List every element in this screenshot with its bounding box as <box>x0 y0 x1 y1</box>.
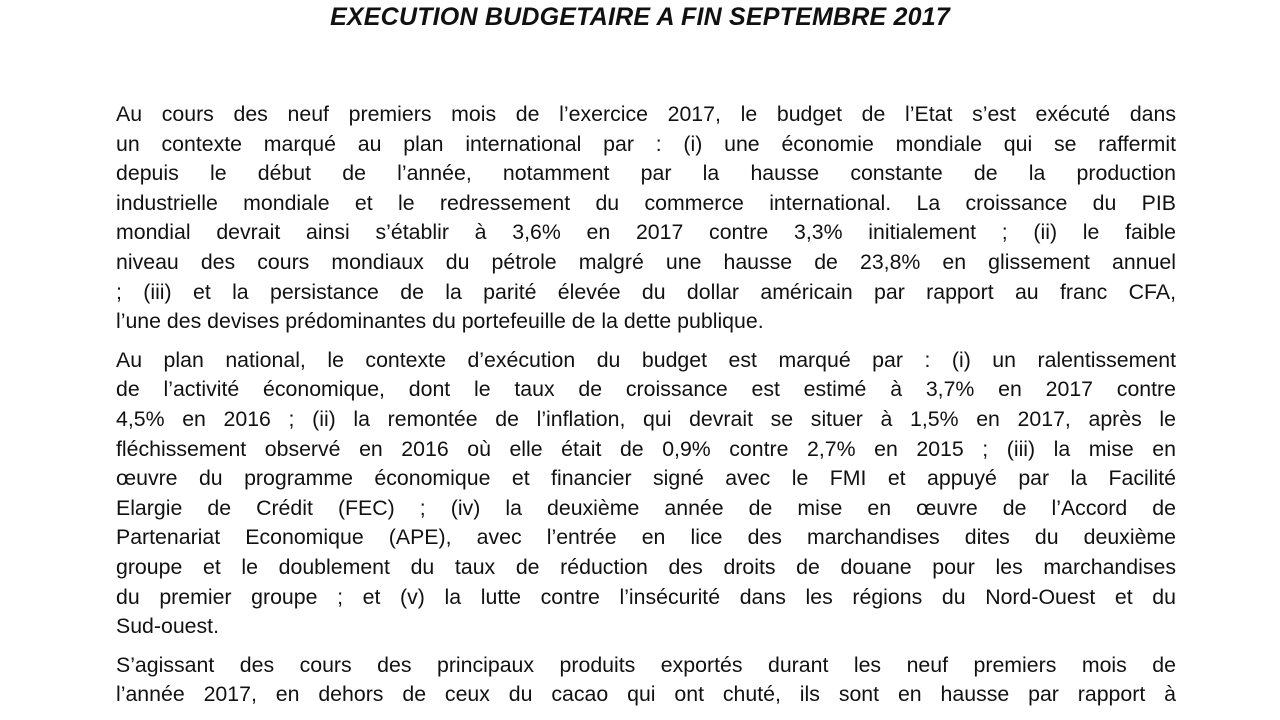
text-line: du premier groupe ; et (v) la lutte contre l’insécurité dans les régions du Nord-Ouest et du <box>116 584 1176 609</box>
text-line: fléchissement observé en 2016 où elle était de 0,9% contre 2,7% en 2015 ; (iii) la mise en <box>116 436 1176 461</box>
document-body <box>116 100 1176 719</box>
text-line: un contexte marqué au plan international par : (i) une économie mondiale qui se raffermit <box>116 131 1176 156</box>
text-line: Au plan national, le contexte d’exécution du budget est marqué par : (i) un ralentissement <box>116 347 1176 372</box>
text-line: de l’activité économique, dont le taux de croissance est estimé à 3,7% en 2017 contre <box>116 377 1176 402</box>
text-line: niveau des cours mondiaux du pétrole malgré une hausse de 23,8% en glissement annuel <box>116 249 1176 274</box>
text-line: l’une des devises prédominantes du portefeuille de la dette publique. <box>116 309 764 334</box>
text-line: S’agissant des cours des principaux produits exportés durant les neuf premiers mois de <box>116 652 1176 677</box>
text-line: mondial devrait ainsi s’établir à 3,6% en 2017 contre 3,3% initialement ; (ii) le faible <box>116 220 1176 245</box>
text-line: groupe et le doublement du taux de réduction des droits de douane pour les marchandises <box>116 554 1176 579</box>
paragraph-national-context <box>116 346 1176 642</box>
text-line: industrielle mondiale et le redressement du commerce international. La croissance du PIB <box>116 190 1176 215</box>
text-line: Au cours des neuf premiers mois de l’exercice 2017, le budget de l’Etat s’est exécuté dans <box>116 102 1176 126</box>
text-line: 4,5% en 2016 ; (ii) la remontée de l’inflation, qui devrait se situer à 1,5% en 2017, après le <box>116 406 1176 431</box>
paragraph-international-context <box>116 100 1176 337</box>
text-line: ; (iii) et la persistance de la parité élevée du dollar américain par rapport au franc CFA, <box>116 279 1176 304</box>
text-line: œuvre du programme économique et financier signé avec le FMI et appuyé par la Facilité <box>116 466 1176 491</box>
paragraph-export-prices <box>116 651 1176 710</box>
text-line: Elargie de Crédit (FEC) ; (iv) la deuxième année de mise en œuvre de l’Accord de <box>116 495 1176 520</box>
text-line: Sud-ouest. <box>116 614 220 639</box>
text-line: l’année 2017, en dehors de ceux du cacao qui ont chuté, ils sont en hausse par rapport à <box>116 682 1176 707</box>
text-line: depuis le début de l’année, notamment par la hausse constante de la production <box>116 161 1176 186</box>
document-title: EXECUTION BUDGETAIRE A FIN SEPTEMBRE 2017 <box>330 3 950 31</box>
text-line: Partenariat Economique (APE), avec l’entrée en lice des marchandises dites du deuxième <box>116 525 1176 550</box>
